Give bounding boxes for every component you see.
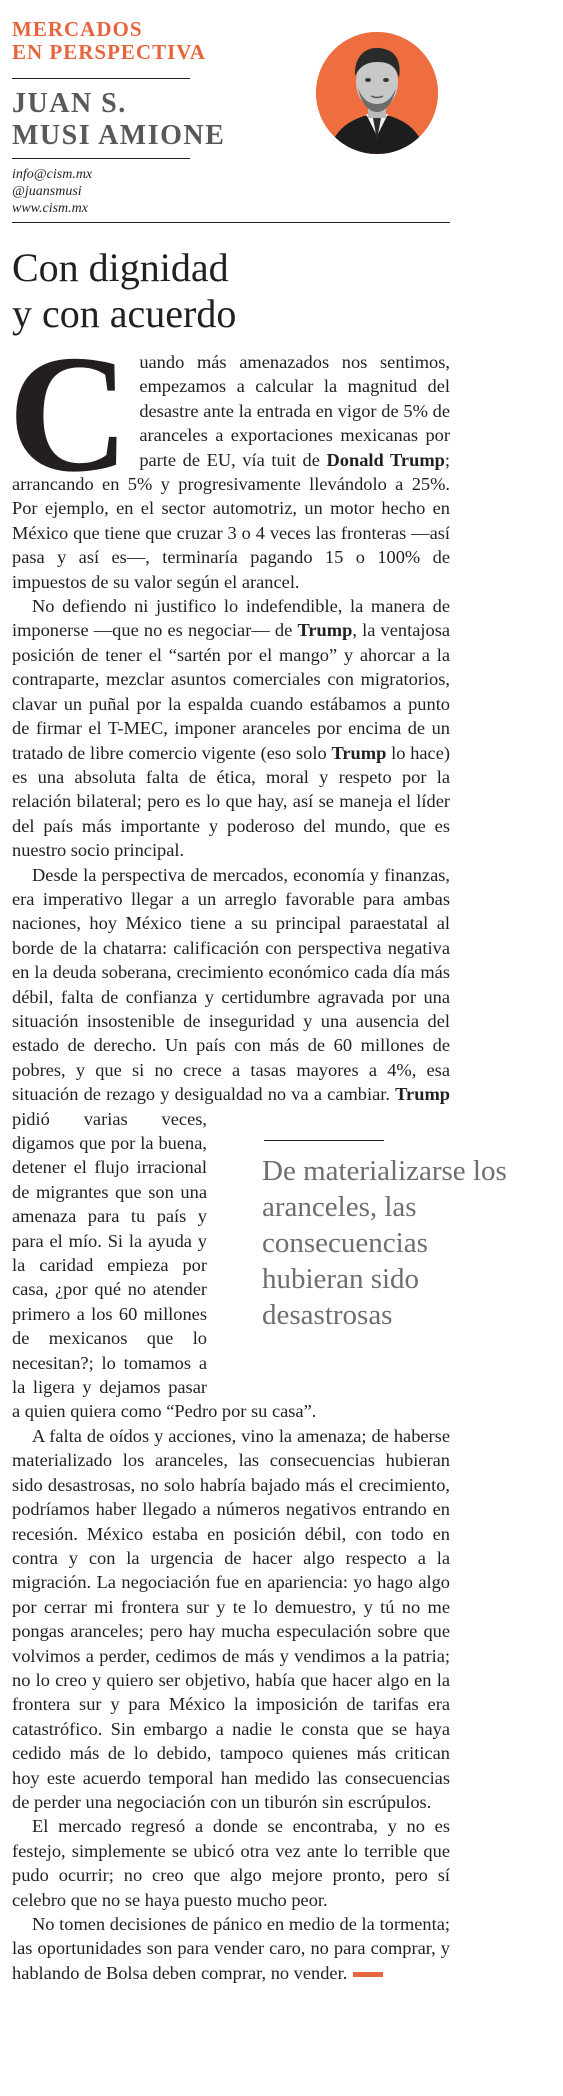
headline-rule (12, 222, 450, 223)
name-trump: Trump (331, 742, 387, 763)
author-name-line2: MUSI AMIONE (12, 120, 226, 151)
header-rule-top (12, 78, 190, 79)
pull-quote-text: De materializarse los aranceles, las consecuencias hubieran sido desastrosas (262, 1155, 507, 1331)
section-name-line2: EN PERSPECTIVA (12, 40, 206, 64)
paragraph-2-part-e: lo hace) es una absoluta falta de ética, moral y respeto por la relación bilateral; pero es lo que hay, así se maneja el líder del país más importante y poderoso del mundo, que es nuestro socio principal. (12, 742, 450, 861)
author-contact (12, 166, 92, 217)
paragraph-3-part-c: pidió varias veces, digamos que por la buena, detener el flujo irracional de migrantes que son una amenaza para tu país y para el mío. Si la ayuda y la caridad empieza por casa, ¿por qué no atender primero a los 60 millones de mexicanos que lo necesitan?; lo tomamos a la ligera y dejamos pasar a quien quiera como “Pedro por su casa”. (12, 1108, 317, 1422)
paragraph-2-part-a: No defiendo ni justifico lo indefendible, la manera de imponerse —que no es negociar— de (12, 596, 450, 641)
headline-line2: y con acuerdo (12, 291, 237, 336)
author-photo (316, 32, 438, 154)
paragraph-2 (12, 594, 450, 862)
headline-line1: Con dignidad (12, 245, 229, 290)
paragraph-1 (8, 321, 450, 594)
author-website: www.cism.mx (12, 201, 88, 216)
paragraph-6 (12, 1912, 450, 1985)
pull-quote-rule (264, 1140, 384, 1141)
author-name-line1: JUAN S. (12, 88, 127, 119)
author-handle: @juansmusi (12, 184, 82, 199)
drop-cap: C (8, 321, 130, 507)
name-donald-trump: Donald Trump (326, 449, 445, 470)
paragraph-1-part-a: uando más amenazados nos sentimos, empezamos a calcular la magnitud del desastre ante la entrada en vigor de 5% de aranceles a exportaciones mexicanas por parte de EU, vía tuit de (139, 352, 450, 470)
paragraph-5: El mercado regresó a donde se encontraba, y no es festejo, simplemente se ubicó otra vez ante lo terrible que pudo ocurrir; no creo que algo mejore pronto, pero sí celebro que no se haya puesto mucho peor. (12, 1816, 450, 1910)
paragraph-1-part-c: ; arrancando en 5% y progresivamente llevándolo a 25%. Por ejemplo, en el sector automotriz, un motor hecho en México que tiene que cruzar 3 o 4 veces las fronteras —así pasa y así es—, terminaría pagando 15 o 100% de impuestos de su valor según el arancel. (12, 449, 450, 592)
name-trump: Trump (395, 1084, 450, 1105)
paragraph-6-text: No tomen decisiones de pánico en medio de la tormenta; las oportunidades son para vender caro, no para comprar, y hablando de Bolsa deben comprar, no vender. (12, 1914, 450, 1983)
paragraph-3-part-a: Desde la perspectiva de mercados, economía y finanzas, era imperativo llegar a un arreglo favorable para ambas naciones, hoy México tiene a su principal paraestatal al borde de la chatarra: calificación con perspectiva negativa en la deuda soberana, crecimiento económico cada día más débil, falta de confianza y certidumbre agravada por una situación insostenible de inseguridad y una ausencia del estado de derecho. Un país con más de 60 millones de pobres, y que si no crece a tasas mayores a 4%, esa situación de rezago y desigualdad no va a cambiar. (12, 865, 450, 1105)
author-name (12, 88, 225, 152)
author-email: info@cism.mx (12, 167, 93, 182)
author-portrait-icon (316, 32, 438, 154)
paragraph-2-part-c: , la ventajosa posición de tener el “sartén por el mango” y ahorcar a la contraparte, mezclar asuntos comerciales con migratorios, clavar un puñal por la espalda cuando estábamos a punto de firmar el T-MEC, imponer aranceles por encima de un tratado de libre comercio vigente (eso solo (12, 620, 451, 763)
section-name-line1: MERCADOS (12, 17, 143, 41)
paragraph-4: A falta de oídos y acciones, vino la amenaza; de haberse materializado los aranceles, las consecuencias hubieran sido desastrosas, no solo habría bajado más el crecimiento, podríamos haber llegado a números negativos entrando en recesión. México estaba en posición débil, con todo en contra y con la urgencia de hacer algo respecto a la migración. La negociación fue en apariencia: yo hago algo por cerrar mi frontera sur y te lo demuestro, y tú no me pongas aranceles; pero hay mucha especulación sobre que volvimos a perder, cedimos de más y vendimos a la patria; no lo creo y quiero ser objetivo, había que hacer algo en la frontera sur y para México la imposición de tarifas era catastrófico. Sin embargo a nadie le consta que se haya cedido más de lo debido, tampoco quienes más critican hoy este acuerdo temporal han medido las consecuencias de perder una negociación con un tiburón sin escrúpulos. (12, 1425, 450, 1812)
end-mark (353, 1972, 383, 1977)
section-name (12, 18, 206, 64)
name-trump: Trump (297, 620, 353, 641)
pull-quote (262, 1140, 517, 1333)
header-rule-bottom (12, 158, 190, 159)
